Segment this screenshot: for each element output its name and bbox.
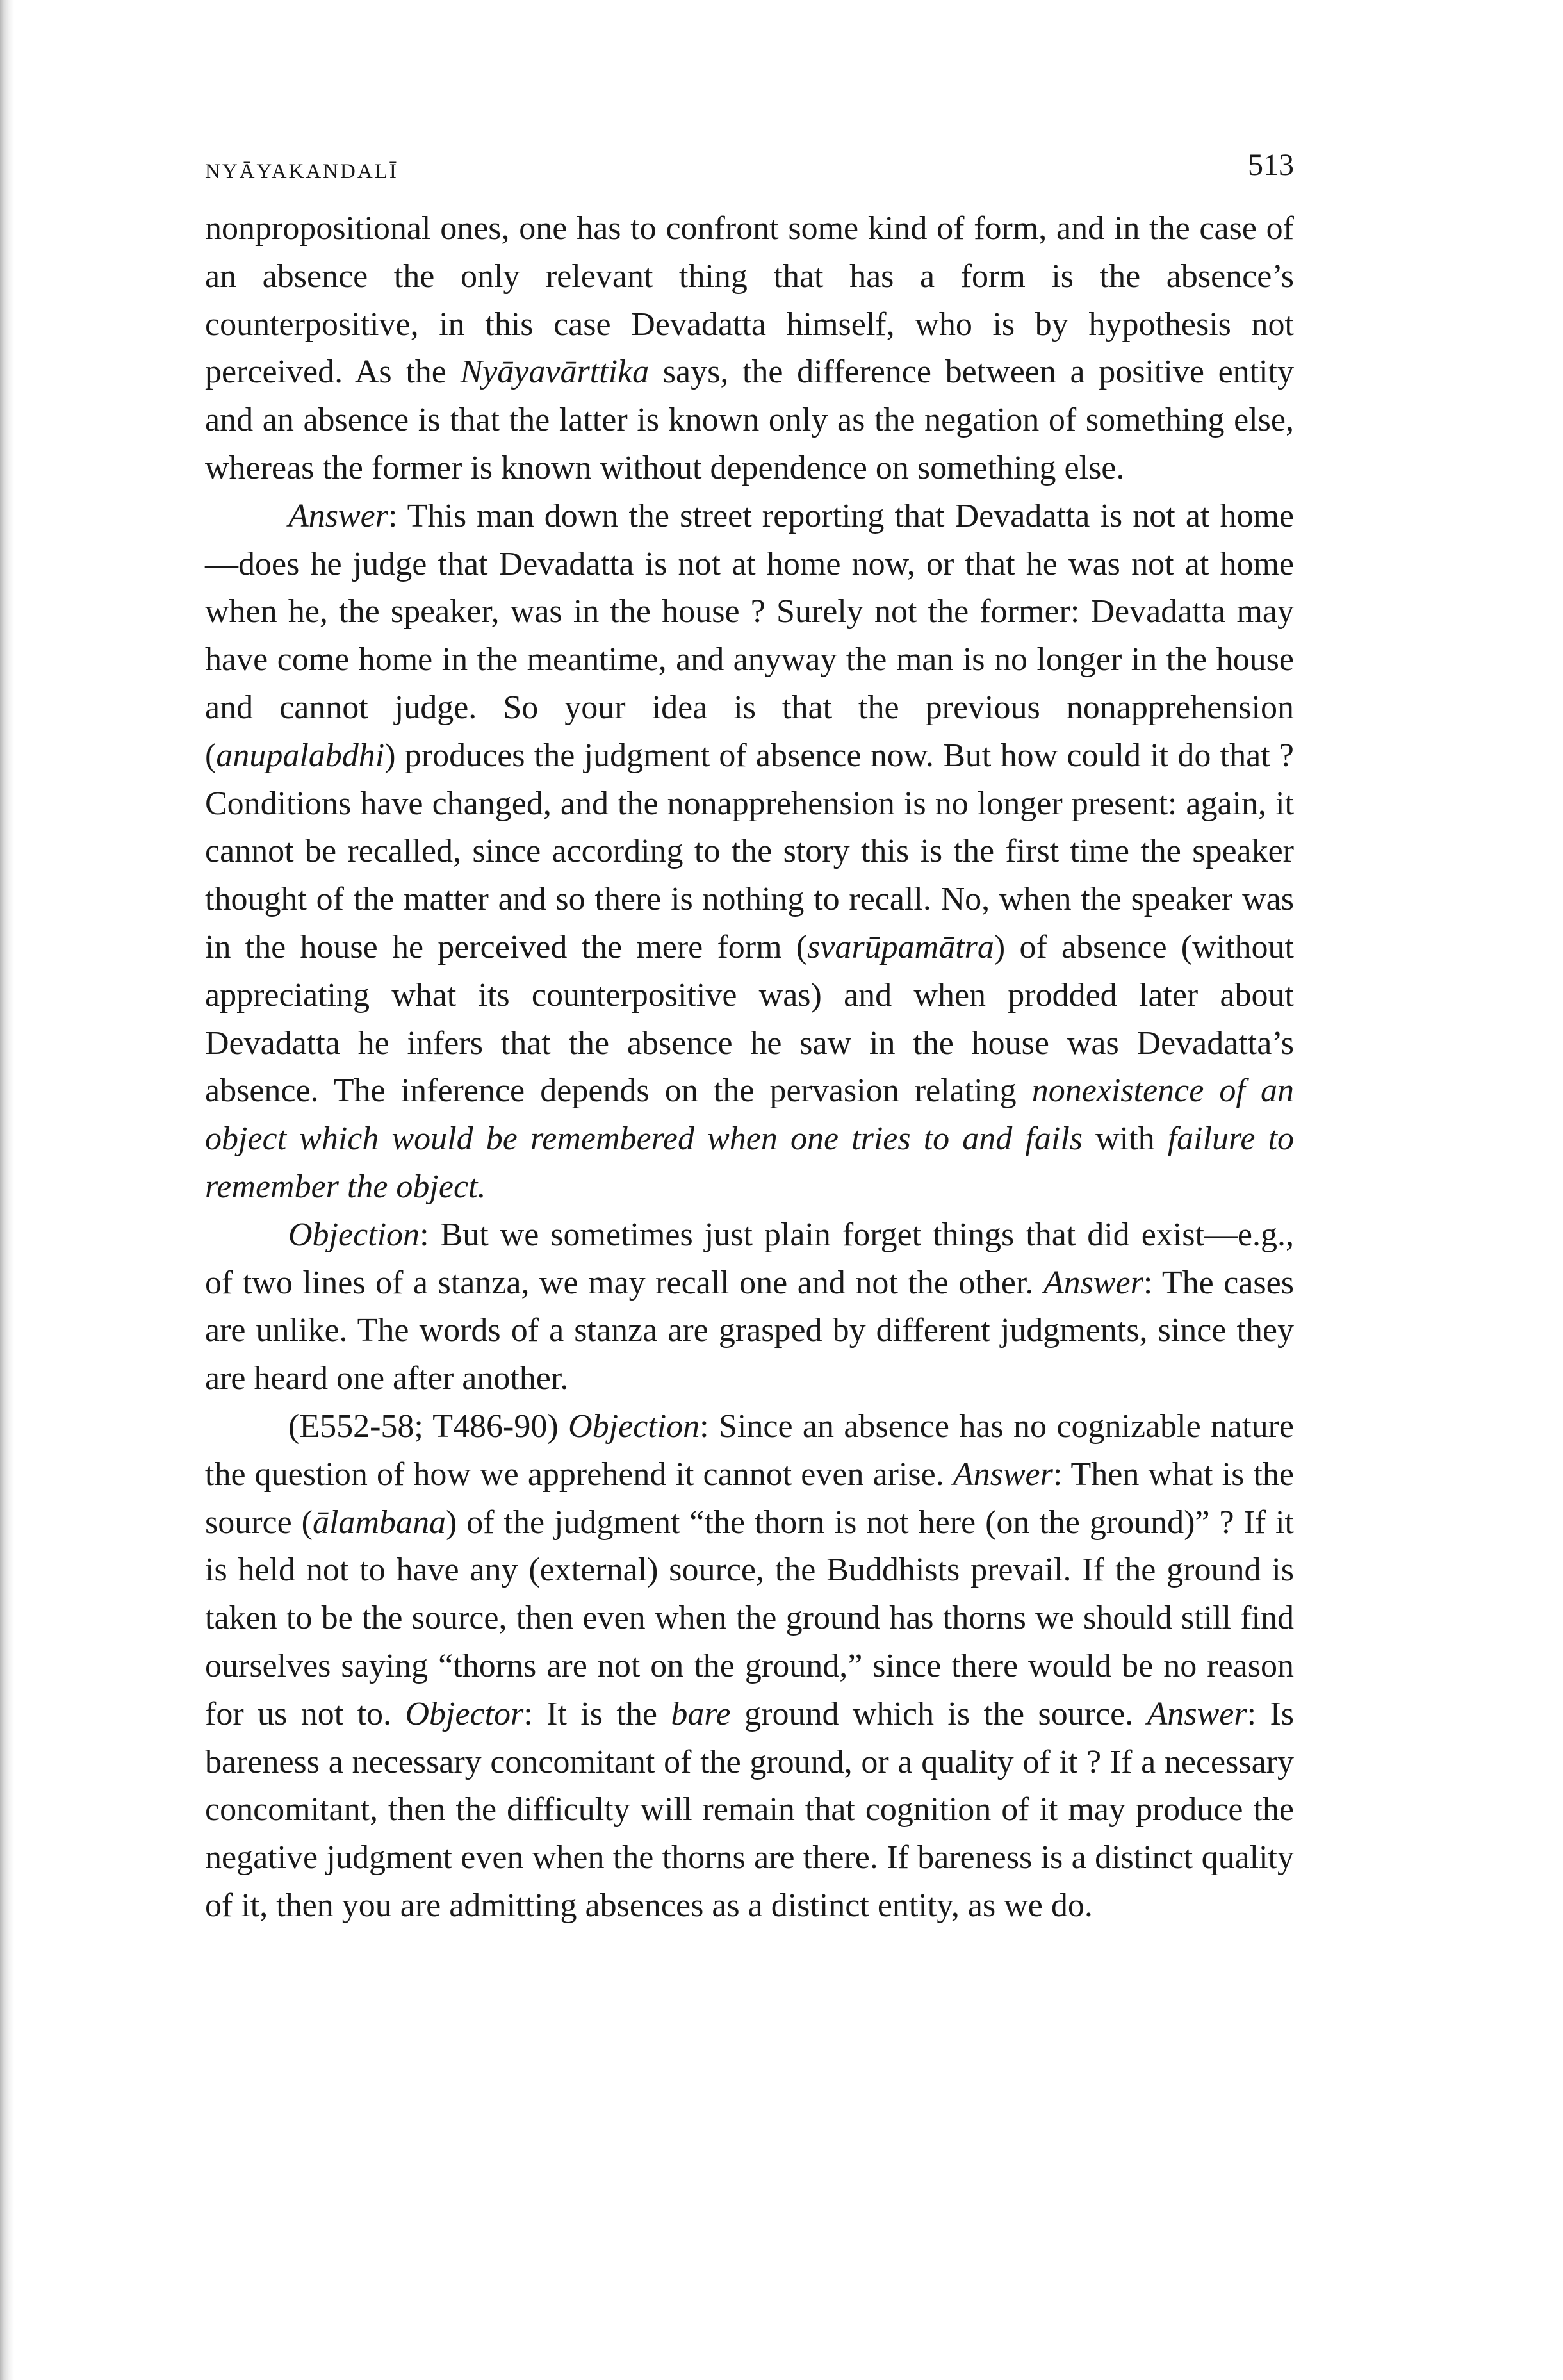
italic-text: Answer	[1043, 1264, 1143, 1301]
italic-text: ālambana	[312, 1504, 446, 1541]
paragraph	[205, 205, 1294, 493]
running-head	[205, 147, 1294, 205]
text-segment: says, the difference between a positive entity and an absence is that the latter is known only as the negation of something else, whereas the former is known without dependence on something else.	[205, 354, 1294, 486]
page-number: 513	[1248, 148, 1294, 182]
text-segment: ) produces the judgment of absence now. But how could it do that ? Conditions have changed, and the nonapprehension is no longer present: again, it cannot be recalled, since according to the story this is the first time the speaker thought of the matter and so there is nothing to recall. No, when the speaker was in the house he perceived the mere form (	[205, 737, 1294, 965]
text-segment: ) of the judgment “the thorn is not here (on the ground)” ? If it is held not to have any (external) source, the Buddhists prevail. If the ground is taken to be the source, then even when the ground has thorns we should still find ourselves saying “thorns are not on the ground,” since there would be no reason for us not to.	[205, 1504, 1294, 1732]
italic-text: failure to remember the object.	[205, 1120, 1294, 1205]
italic-text: nonexistence of an object which would be remembered when one tries to and fails	[205, 1072, 1294, 1158]
italic-text: Answer	[953, 1456, 1053, 1493]
italic-text: Answer	[288, 497, 388, 534]
book-page	[205, 147, 1294, 1930]
paragraph	[205, 1211, 1294, 1403]
text-segment: : It is the	[523, 1695, 671, 1732]
italic-text: Objection	[288, 1216, 420, 1253]
text-segment: : Is bareness a necessary concomitant of the ground, or a quality of it ? If a necessary concomitant, then the difficulty will remain that cognition of it may produce the negative judgment even when the thorns are there. If bareness is a distinct quality of it, then you are admitting absences as a distinct entity, as we do.	[205, 1695, 1295, 1924]
text-segment: ground which is the source.	[730, 1695, 1147, 1732]
text-segment: with	[1083, 1120, 1168, 1158]
paragraph	[205, 1403, 1294, 1930]
italic-text: anupalabdhi	[216, 737, 385, 774]
text-segment: : This man down the street reporting that Devadatta is not at home—does he judge that Devadatta is not at home now, or that he was not at home when he, the speaker, was in the house ? Surely not the former: Devadatta may have come home in the meantime, and anyway the man is no longer in the house and cannot judge. So your idea is that the previous nonapprehension (	[205, 497, 1294, 774]
italic-text: Objector	[405, 1695, 524, 1732]
body-text	[205, 205, 1294, 1930]
text-segment: : But we sometimes just plain forget things that did exist—e.g., of two lines of a stanza, we may recall one and not the other.	[205, 1216, 1294, 1301]
scan-edge	[0, 0, 14, 2380]
italic-text: Objection	[568, 1407, 700, 1445]
running-title: NYĀYAKANDALĪ	[205, 160, 398, 183]
italic-text: svarūpamātra	[807, 928, 994, 965]
italic-text: Nyāyavārttika	[460, 354, 650, 391]
text-segment: : Then what is the source (	[205, 1456, 1294, 1541]
text-segment: (E552-58; T486-90)	[288, 1407, 569, 1445]
text-segment: nonpropositional ones, one has to confront some kind of form, and in the case of an absence the only relevant thing that has a form is the absence’s counterpositive, in this case Devadatta himself, who is by hypothesis not perceived. As the	[205, 210, 1294, 391]
paragraph	[205, 493, 1294, 1211]
italic-text: Answer	[1147, 1695, 1247, 1732]
italic-text: bare	[671, 1695, 731, 1732]
text-segment: : The cases are unlike. The words of a stanza are grasped by different judgments, since they are heard one after another.	[205, 1264, 1294, 1397]
text-segment: : Since an absence has no cognizable nature the question of how we apprehend it cannot even arise.	[205, 1407, 1294, 1493]
text-segment: ) of absence (without appreciating what its counterpositive was) and when prodded later about Devadatta he infers that the absence he saw in the house was Devadatta’s absence. The inference depends on the pervasion relating	[205, 928, 1294, 1110]
